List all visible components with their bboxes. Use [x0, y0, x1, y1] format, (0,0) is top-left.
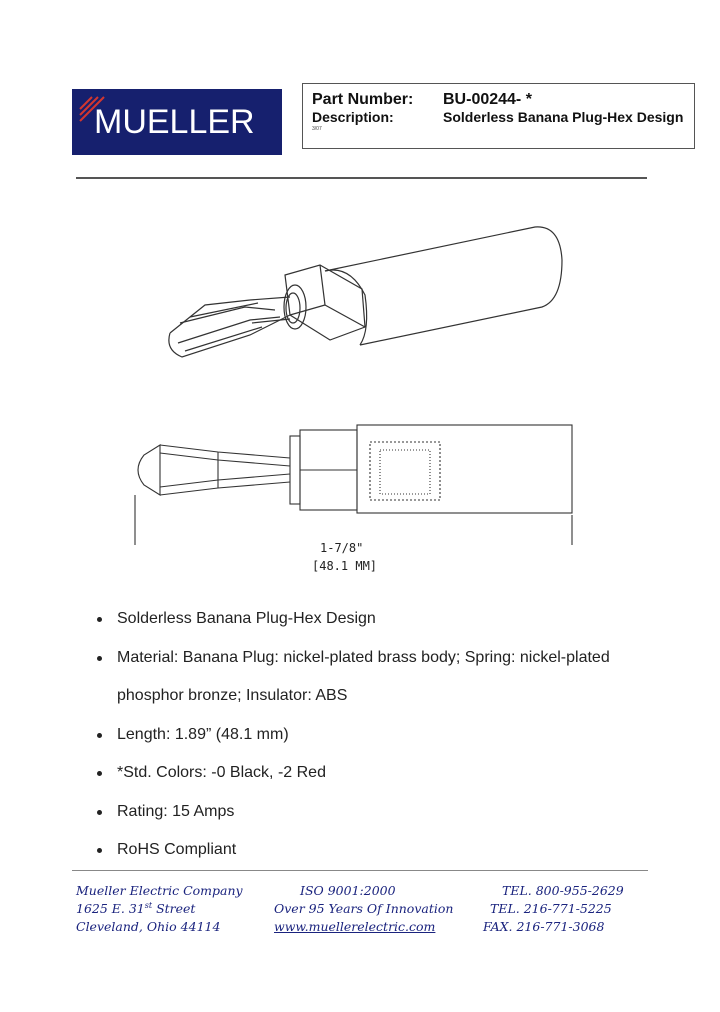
footer-iso: ISO 9001:2000	[300, 883, 396, 898]
feature-item: RoHS Compliant	[92, 831, 672, 870]
feature-item: Rating: 15 Amps	[92, 793, 672, 832]
side-view-drawing	[130, 420, 590, 545]
description-value: Solderless Banana Plug-Hex Design	[443, 109, 684, 125]
revision-note: 3/07	[312, 126, 322, 132]
description-label: Description:	[312, 109, 394, 125]
footer-street	[76, 901, 195, 916]
dimension-imperial: 1-7/8"	[320, 541, 364, 555]
footer-street-sup: st	[144, 901, 153, 910]
footer-company: Mueller Electric Company	[76, 883, 243, 898]
isometric-plug-drawing	[150, 215, 590, 365]
feature-item: Material: Banana Plug: nickel-plated brass body; Spring: nickel-plated	[92, 639, 672, 678]
dimension-metric: [48.1 MM]	[312, 559, 378, 573]
footer-street-prefix: 1625 E. 31	[76, 901, 145, 917]
footer-website-link[interactable]: www.muellerelectric.com	[274, 919, 436, 934]
footer-street-suffix: Street	[152, 901, 196, 917]
footer-city: Cleveland, Ohio 44114	[76, 919, 221, 934]
footer-tel1: TEL. 800-955-2629	[502, 883, 624, 898]
part-number-value: BU-00244- *	[443, 91, 532, 108]
part-number-label: Part Number:	[312, 91, 414, 108]
footer-tel2: TEL. 216-771-5225	[490, 901, 612, 916]
footer-years: Over 95 Years Of Innovation	[274, 901, 454, 916]
top-divider	[76, 177, 647, 179]
feature-item-continued: phosphor bronze; Insulator: ABS	[117, 687, 348, 704]
feature-item: Length: 1.89” (48.1 mm)	[92, 716, 672, 755]
logo-text: MUELLER	[94, 103, 255, 141]
feature-list	[92, 600, 672, 870]
feature-item: Solderless Banana Plug-Hex Design	[92, 600, 672, 639]
mueller-logo	[72, 89, 282, 155]
footer-fax: FAX. 216-771-3068	[483, 919, 605, 934]
part-info-box	[302, 83, 695, 149]
footer-divider	[72, 870, 648, 871]
feature-item: *Std. Colors: -0 Black, -2 Red	[92, 754, 672, 793]
